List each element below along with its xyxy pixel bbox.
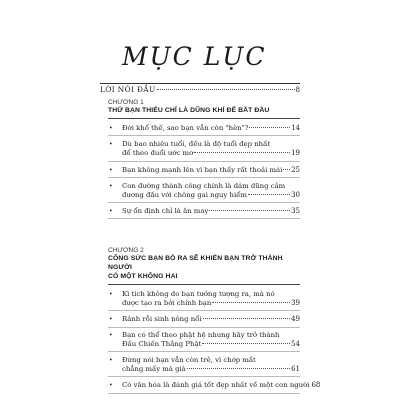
toc-entry-line — [122, 149, 300, 158]
bullet-icon: • — [109, 357, 113, 365]
bullet-icon: • — [109, 382, 113, 390]
toc-entry-line — [122, 166, 300, 175]
toc-page-number: 30 — [291, 191, 300, 200]
toc-entry-text: Bạn không mạnh lên vì bạn thấy rất thoải mái — [122, 165, 283, 174]
toc-entry-text: để theo đuổi ước mơ — [122, 149, 194, 158]
toc-entry[interactable] — [108, 331, 300, 352]
toc-entry-text: Rảnh rỗi sinh nông nổi — [122, 315, 202, 324]
dot-leader — [209, 210, 290, 211]
dot-leader — [202, 343, 290, 344]
chapter-1-section — [108, 99, 300, 219]
chapter-divider — [108, 284, 300, 285]
toc-page-number: 61 — [291, 365, 300, 374]
toc-entry-text: đương đầu với chông gai nguy hiểm — [122, 191, 247, 200]
toc-entry-line — [122, 290, 300, 299]
toc-entry-line — [122, 331, 300, 340]
chapter-entry-list — [108, 124, 300, 219]
toc-entry-line — [122, 191, 300, 200]
toc-entry-text: Con đường thành công chính là dám dũng cảm — [122, 181, 286, 190]
toc-entry[interactable] — [108, 166, 300, 178]
toc-entry[interactable] — [108, 182, 300, 203]
toc-entry-line — [122, 182, 300, 191]
toc-entry-text: Bạn có thể theo phật hệ nhưng hãy trở thành — [122, 330, 280, 339]
dot-leader — [194, 152, 290, 153]
bullet-icon: • — [109, 166, 113, 174]
toc-entry-line — [122, 340, 300, 349]
chapter-title-line: THỬ BẠN THIẾU CHỈ LÀ DŨNG KHÍ ĐỂ BẮT ĐẦU — [108, 107, 270, 114]
toc-entry-text: Đấu Chiến Thắng Phật — [122, 339, 202, 348]
bullet-icon: • — [109, 316, 113, 324]
dot-leader — [157, 89, 295, 90]
toc-entry-line — [122, 365, 300, 374]
toc-entry-intro[interactable] — [100, 83, 300, 94]
toc-page-number: 49 — [291, 315, 300, 324]
dot-leader — [249, 127, 290, 128]
toc-entry[interactable] — [108, 140, 300, 161]
toc-entry[interactable] — [108, 356, 300, 377]
toc-page-number: 14 — [291, 124, 300, 132]
chapter-label: CHƯƠNG 2 — [108, 247, 144, 254]
chapter-title-line: CÓ MỘT KHÔNG HAI — [108, 273, 178, 280]
bullet-icon: • — [109, 331, 113, 339]
toc-entry-text: Kì tích không do bạn tưởng tượng ra, mà nó — [122, 290, 275, 298]
toc-entry-text: Dù bao nhiêu tuổi, đều là độ tuổi đẹp nhất — [122, 140, 271, 149]
dot-leader — [203, 318, 291, 319]
toc-entry-line — [122, 356, 300, 365]
dot-leader — [283, 169, 290, 170]
bullet-icon: • — [109, 291, 113, 298]
dot-leader — [187, 368, 290, 369]
chapter-label: CHƯƠNG 1 — [108, 99, 144, 106]
dot-leader — [212, 302, 290, 303]
toc-entry-text: Đời khổ thế, sao bạn vẫn còn "hèn"? — [122, 124, 249, 132]
chapter-2-section — [108, 247, 321, 394]
toc-entry-text: Đừng nói bạn vẫn còn trẻ, vì chớp mắt — [122, 356, 256, 365]
dot-leader — [248, 194, 290, 195]
toc-entry[interactable] — [108, 207, 300, 219]
chapter-entry-list — [108, 290, 321, 394]
page-title: MỤC LỤC — [122, 42, 267, 71]
toc-page-number: 39 — [291, 299, 300, 308]
toc-entry-text: Có văn hóa là đánh giá tốt đẹp nhất về một con người — [122, 381, 310, 390]
chapter-title — [108, 106, 300, 115]
toc-entry-text: Sự ổn định chỉ là ăn may — [122, 207, 209, 216]
toc-page-number: 19 — [291, 149, 300, 158]
toc-page-number: 54 — [291, 339, 300, 348]
bullet-icon: • — [109, 125, 113, 132]
toc-entry[interactable] — [108, 290, 300, 311]
bullet-icon: • — [109, 141, 113, 149]
chapter-title-line: CÔNG SỨC BẠN BỎ RA SẼ KHIẾN BẠN TRỞ THÀNH NGƯỜI — [108, 255, 283, 271]
toc-page-number: 68 — [311, 381, 321, 390]
toc-entry-line — [122, 315, 300, 324]
toc-page-number: 35 — [291, 207, 300, 216]
toc-entry-text: chẳng mấy mà già — [122, 365, 186, 374]
toc-entry-line — [122, 381, 321, 390]
toc-entry[interactable] — [108, 315, 300, 327]
toc-entry-line — [122, 207, 300, 216]
chapter-title — [108, 254, 300, 281]
toc-page-number: 25 — [291, 165, 300, 174]
toc-entry-line — [122, 124, 300, 133]
toc-entry[interactable] — [108, 381, 321, 393]
intro-label: LỜI NÓI ĐẦU — [100, 85, 156, 94]
intro-page-number: 8 — [295, 86, 300, 94]
toc-entry-line — [122, 299, 300, 308]
toc-entry-text: được tạo ra bởi chính bạn — [122, 299, 212, 308]
bullet-icon: • — [109, 208, 113, 216]
toc-entry[interactable] — [108, 124, 300, 136]
chapter-divider — [108, 118, 300, 119]
bullet-icon: • — [109, 182, 113, 190]
